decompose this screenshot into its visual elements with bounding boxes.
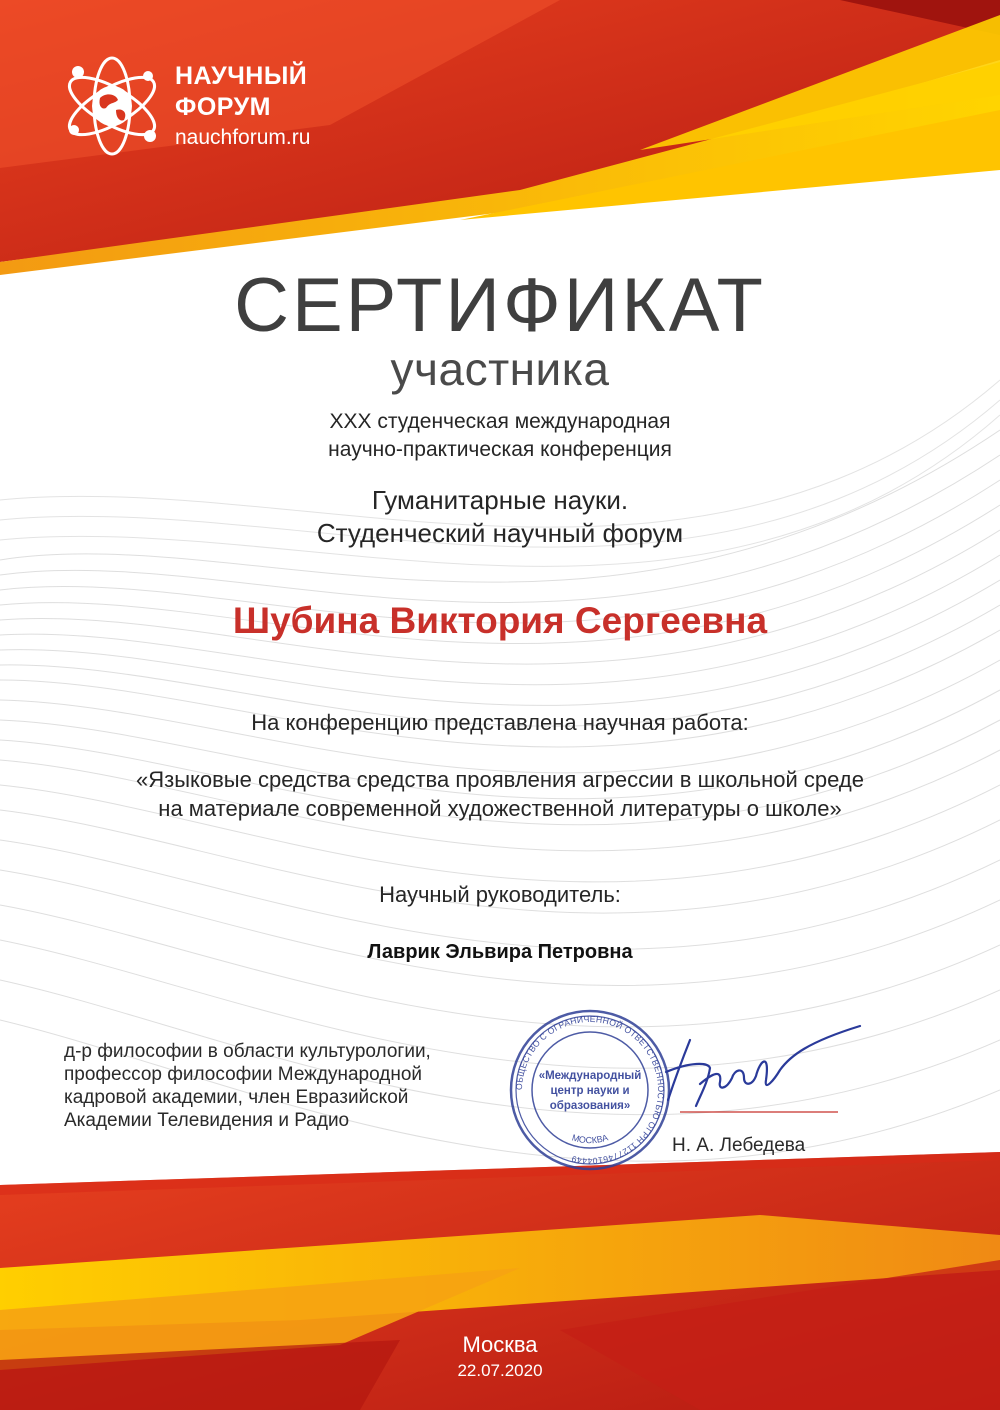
stamp-center-line-1: «Международный	[538, 1070, 642, 1082]
logo-title-line2: ФОРУМ	[175, 93, 272, 121]
stamp-city-text: МОСКВА	[570, 1132, 610, 1146]
logo-website[interactable]: nauchforum.ru	[175, 126, 311, 149]
participant-name: Шубина Виктория Сергеевна	[232, 600, 768, 641]
organization-stamp	[508, 1008, 672, 1172]
footer-date: 22.07.2020	[457, 1361, 543, 1380]
certificate-title: СЕРТИФИКАТ	[234, 263, 766, 348]
conference-name	[0, 408, 1000, 464]
handwritten-signature	[660, 1020, 870, 1120]
stamp-center-line-3: образования»	[549, 1100, 631, 1112]
svg-text:МОСКВА	[571, 1132, 609, 1145]
forum-logo[interactable]	[58, 52, 358, 162]
work-label: На конференцию представлена научная работа:	[251, 710, 749, 735]
stamp-ring-text: ОБЩЕСТВО С ОГРАНИЧЕННОЙ ОТВЕТСТВЕННОСТЬЮ ОГРН 1127746104449	[513, 1013, 667, 1167]
conference-line-2: научно-практическая конференция	[328, 438, 672, 461]
work-title-line-1: «Языковые средства средства проявления агрессии в школьной среде	[135, 767, 864, 792]
supervisor-name: Лаврик Эльвира Петровна	[367, 941, 633, 963]
work-title	[0, 765, 1000, 823]
logo-title-line1: НАУЧНЫЙ	[175, 62, 308, 90]
atom-globe-icon	[58, 52, 166, 160]
certificate-subtitle: участника	[390, 343, 610, 395]
credentials-line-3: кадровой академии, член Евразийской	[64, 1087, 409, 1108]
credentials-line-2: профессор философии Международной	[64, 1064, 423, 1085]
stamp-center-line-2: центр науки и	[550, 1085, 630, 1097]
signatory-credentials	[64, 1040, 514, 1132]
credentials-line-1: д-р философии в области культурологии,	[64, 1041, 431, 1062]
work-title-line-2: на материале современной художественной литературы о школе»	[158, 796, 842, 821]
footer-city: Москва	[462, 1332, 538, 1357]
section-line-2: Студенческий научный форум	[316, 518, 684, 548]
credentials-line-4: Академии Телевидения и Радио	[64, 1110, 350, 1131]
conference-line-1: XXX студенческая международная	[329, 410, 671, 433]
conference-section	[0, 484, 1000, 550]
section-line-1: Гуманитарные науки.	[371, 485, 629, 515]
signatory-name: Н. А. Лебедева	[672, 1135, 806, 1156]
supervisor-label: Научный руководитель:	[379, 882, 621, 907]
